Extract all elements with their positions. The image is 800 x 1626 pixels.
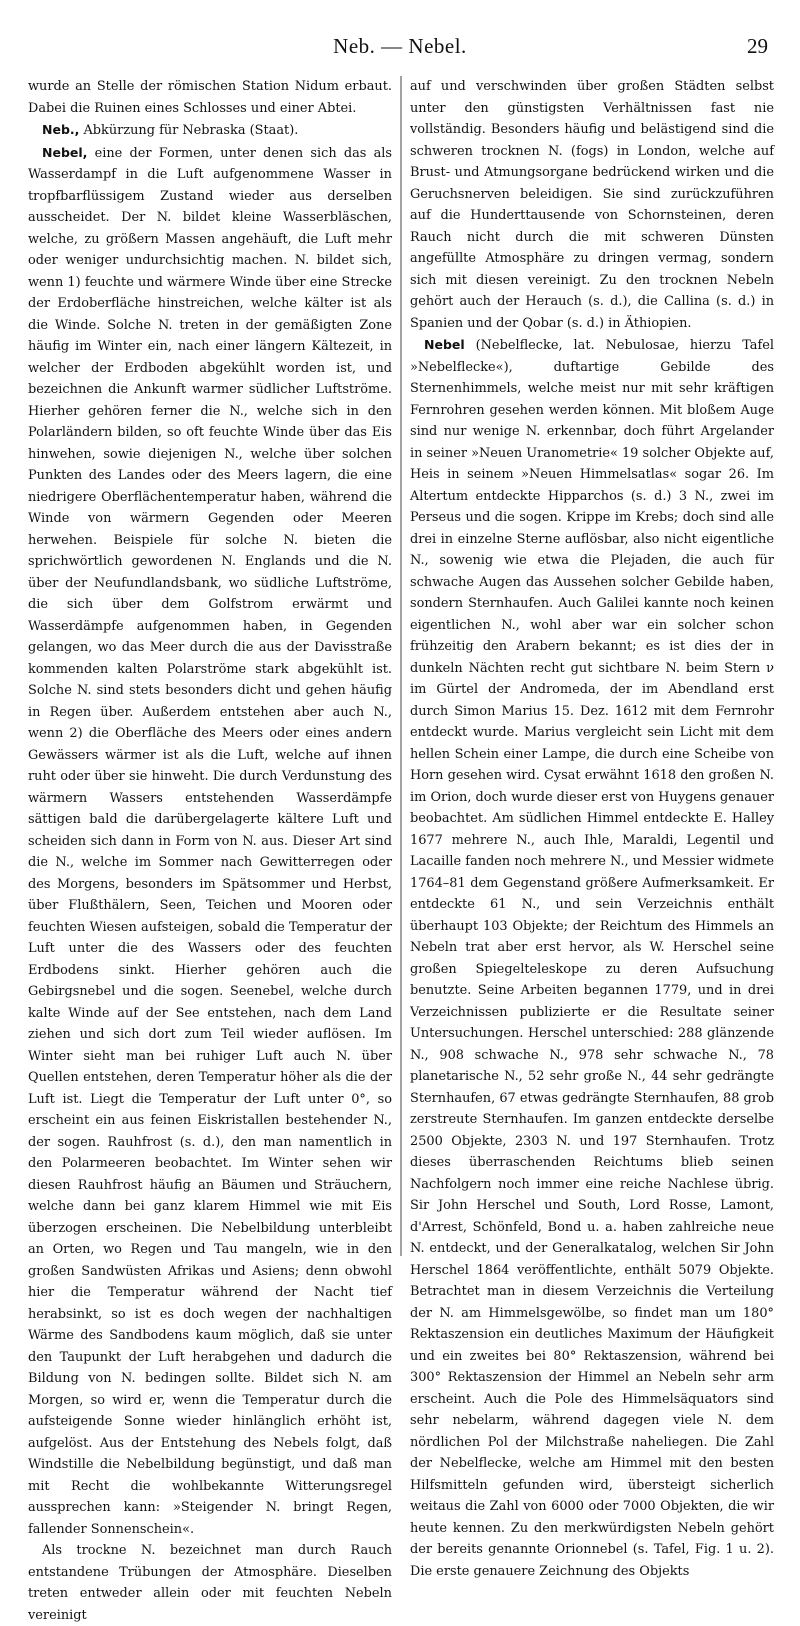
page-number: 29 [747,34,768,58]
entry-paragraph [28,119,392,142]
continued-paragraph [410,76,774,334]
entry-paragraph [28,1540,392,1626]
entry-text: (Nebelflecke, lat. Nebulosae, hierzu Tafel »Nebelflecke«), duftartige Gebilde des Sternenhimmels, welche meist nur mit sehr kräftigen Fernrohren gesehen werden können. Mit bloßem Auge sind nur wenige N. erkennbar, doch führt Argelander in seiner »Neuen Uranometrie« 19 solcher Objekte auf, Heis in seinem »Neuen Himmelsatlas« sogar 26. Im Altertum entdeckte Hipparchos (s. d.) 3 N., zwei im Perseus und die sogen. Krippe im Krebs; doch sind alle drei in einzelne Sterne auflösbar, also nicht eigentliche N., sowenig wie etwa die Plejaden, die auch für schwache Augen das Aussehen solcher Gebilde haben, sondern Sternhaufen. Auch Galilei kannte noch keinen eigentlichen N., wohl aber war ein solcher schon frühzeitig den Arabern bekannt; es ist dies der in dunkeln Nächten recht gut sichtbare N. beim Stern ν im Gürtel der Andromeda, der im Abendland erst durch Simon Marius 15. Dez. 1612 mit dem Fernrohr entdeckt wurde. Marius vergleicht sein Licht mit dem hellen Schein einer Lampe, die durch eine Scheibe von Horn gesehen wird. Cysat erwähnt 1618 den großen N. im Orion, doch wurde dieser erst von Huygens genauer beobachtet. Am südlichen Himmel entdeckte E. Halley 1677 mehrere N., auch Ihle, Maraldi, Legentil und Lacaille fanden noch mehrere N., und Messier widmete 1764–81 dem Gegenstand größere Aufmerksamkeit. Er entdeckte 61 N., und sein Verzeichnis enthält überhaupt 103 Objekte; der Reichtum des Himmels an Nebeln trat aber erst hervor, als W. Herschel seine großen Spiegelteleskope zu deren Aufsuchung benutzte. Seine Arbeiten begannen 1779, und in drei Verzeichnissen publizierte er die Resultate seiner Untersuchungen. Herschel unterschied: 288 glänzende N., 908 schwache N., 978 sehr schwache N., 78 planetarische N., 52 sehr große N., 44 sehr gedrängte Sternhaufen, 67 etwas gedrängte Sternhaufen, 88 grob zerstreute Sternhaufen. Im ganzen entdeckte derselbe 2500 Objekte, 2303 N. und 197 Sternhaufen. Trotz dieses überraschenden Reichtums blieb seinen Nachfolgern noch immer eine reiche Nachlese übrig. Sir John Herschel und South, Lord Rosse, Lamont, d'Arrest, Schönfeld, Bond u. a. haben zahlreiche neue N. entdeckt, und der Generalkatalog, welchen Sir John Herschel 1864 veröffentlichte, enthält 5079 Objekte. Betrachtet man in diesem Verzeichnis die Verteilung der N. am Himmelsgewölbe, so findet man um 180° Rektaszension ein deutliches Maximum der Häufigkeit und ein zweites bei 80° Rektaszension, während bei 300° Rektaszension der Himmel an Nebeln sehr arm erscheint. Auch die Pole des Himmelsäquators sind sehr nebelarm, während dagegen viele N. dem nördlichen Pol der Milchstraße naheliegen. Die Zahl der Nebelflecke, welche am Himmel mit den besten Hilfsmitteln gefunden wird, übersteigt sicherlich weitaus die Zahl von 6000 oder 7000 Objekten, die wir heute kennen. Zu den merkwürdigsten Nebeln gehört der bereits genannte Orionnebel (s. Tafel, Fig. 1 u. 2). Die erste genauere Zeichnung des Objekts [410,338,774,1579]
entry-text: auf und verschwinden über großen Städten selbst unter den günstigsten Verhältnissen fast nie vollständig. Besonders häufig und belästigend sind die schweren trocknen N. (fogs) in London, welche auf Brust- und Atmungsorgane bedrückend wirken und die Geruchsnerven beleidigen. Sie sind zurückzuführen auf die Hunderttausende von Schornsteinen, deren Rauch nicht durch die mit schweren Dünsten angefüllte Atmosphäre zu dringen vermag, sondern sich mit diesen vereinigt. Zu den trocknen Nebeln gehört auch der Herauch (s. d.), die Callina (s. d.) in Spanien und der Qobar (s. d.) in Äthiopien. [410,79,774,331]
entry-headword: Nebel [424,337,465,352]
entry-paragraph [28,142,392,1541]
entry-text: wurde an Stelle der römischen Station Nidum erbaut. Dabei die Ruinen eines Schlosses und einer Abtei. [28,79,392,116]
running-head: Neb. — Nebel. [333,34,467,58]
column-divider [401,76,402,1256]
entry-text: Abkürzung für Nebraska (Staat). [79,123,299,138]
text-columns [28,76,774,1623]
entry-headword: Neb., [42,122,80,137]
right-column [410,76,774,1579]
entry-paragraph [410,334,774,1582]
entry-text: eine der Formen, unter denen sich das als Wasserdampf in die Luft aufgenommene Wasser in tropfbarflüssigem Zustand wieder aus derselben ausscheidet. Der N. bildet kleine Wasserbläschen, welche, zu größern Massen angehäuft, die Luft mehr oder weniger undurchsichtig machen. N. bildet sich, wenn 1) feuchte und wärmere Winde über eine Strecke der Erdoberfläche hinstreichen, welche kälter ist als die Winde. Solche N. treten in der gemäßigten Zone häufig im Winter ein, nach einer längern Kältezeit, in welcher der Erdboden abgekühlt worden ist, und bezeichnen die Ankunft warmer südlicher Luftströme. Hierher gehören ferner die N., welche sich in den Polarländern bilden, so oft feuchte Winde über das Eis hinwehen, sowie diejenigen N., welche über solchen Punkten des Landes oder des Meers lagern, die eine niedrigere Oberflächentemperatur haben, während die Winde von wärmern Gegenden oder Meeren herwehen. Beispiele für solche N. bieten die sprichwörtlich gewordenen N. Englands und die N. über der Neufundlandsbank, wo südliche Luftströme, die sich über dem Golfstrom erwärmt und Wasserdämpfe aufgenommen haben, in Gegenden gelangen, wo das Meer durch die aus der Davisstraße kommenden kalten Polarströme stark abgekühlt ist. Solche N. sind stets besonders dicht und gehen häufig in Regen über. Außerdem entstehen aber auch N., wenn 2) die Oberfläche des Meers oder eines andern Gewässers wärmer ist als die Luft, welche auf ihnen ruht oder über sie hinweht. Die durch Verdunstung des wärmern Wassers entstehenden Wasserdämpfe sättigen bald die darübergelagerte kältere Luft und scheiden sich dann in Form von N. aus. Dieser Art sind die N., welche im Sommer nach Gewitterregen oder des Morgens, besonders im Spätsommer und Herbst, über Flußthälern, Seen, Teichen und Mooren oder feuchten Wiesen aufsteigen, sobald die Temperatur der Luft unter die des Wassers oder des feuchten Erdbodens sinkt. Hierher gehören auch die Gebirgsnebel und die sogen. Seenebel, welche durch kalte Winde auf der See entstehen, nach dem Land ziehen und sich dort zum Teil wieder auflösen. Im Winter sieht man bei ruhiger Luft auch N. über Quellen entstehen, deren Temperatur höher als die der Luft ist. Liegt die Temperatur der Luft unter 0°, so erscheint ein aus feinen Eiskristallen bestehender N., der sogen. Rauhfrost (s. d.), den man namentlich in den Polarmeeren beobachtet. Im Winter sehen wir diesen Rauhfrost häufig an Bäumen und Sträuchern, welche dann bei ganz klarem Himmel wie mit Eis überzogen erscheinen. Die Nebelbildung unterbleibt an Orten, wo Regen und Tau mangeln, wie in den großen Sandwüsten Afrikas und Asiens; denn obwohl hier die Temperatur während der Nacht tief herabsinkt, so ist es doch wegen der nachhaltigen Wärme des Sandbodens kaum möglich, daß sie unter den Taupunkt der Luft herabgehen und dadurch die Bildung von N. bedingen sollte. Bildet sich N. am Morgen, so wird er, wenn die Temperatur durch die aufsteigende Sonne wieder hinlänglich erhöht ist, aufgelöst. Aus der Entstehung des Nebels folgt, daß Windstille die Nebelbildung begünstigt, und daß man mit Recht die wohlbekannte Witterungsregel aussprechen kann: »Steigender N. bringt Regen, fallender Sonnenschein«. [28,145,392,1537]
entry-text: Als trockne N. bezeichnet man durch Rauch entstandene Trübungen der Atmosphäre. Dieselben treten entweder allein oder mit feuchten Nebeln vereinigt [28,1543,392,1623]
page-header [28,34,772,72]
continued-paragraph [28,76,392,119]
left-column [28,76,392,1623]
entry-headword: Nebel, [42,144,88,160]
